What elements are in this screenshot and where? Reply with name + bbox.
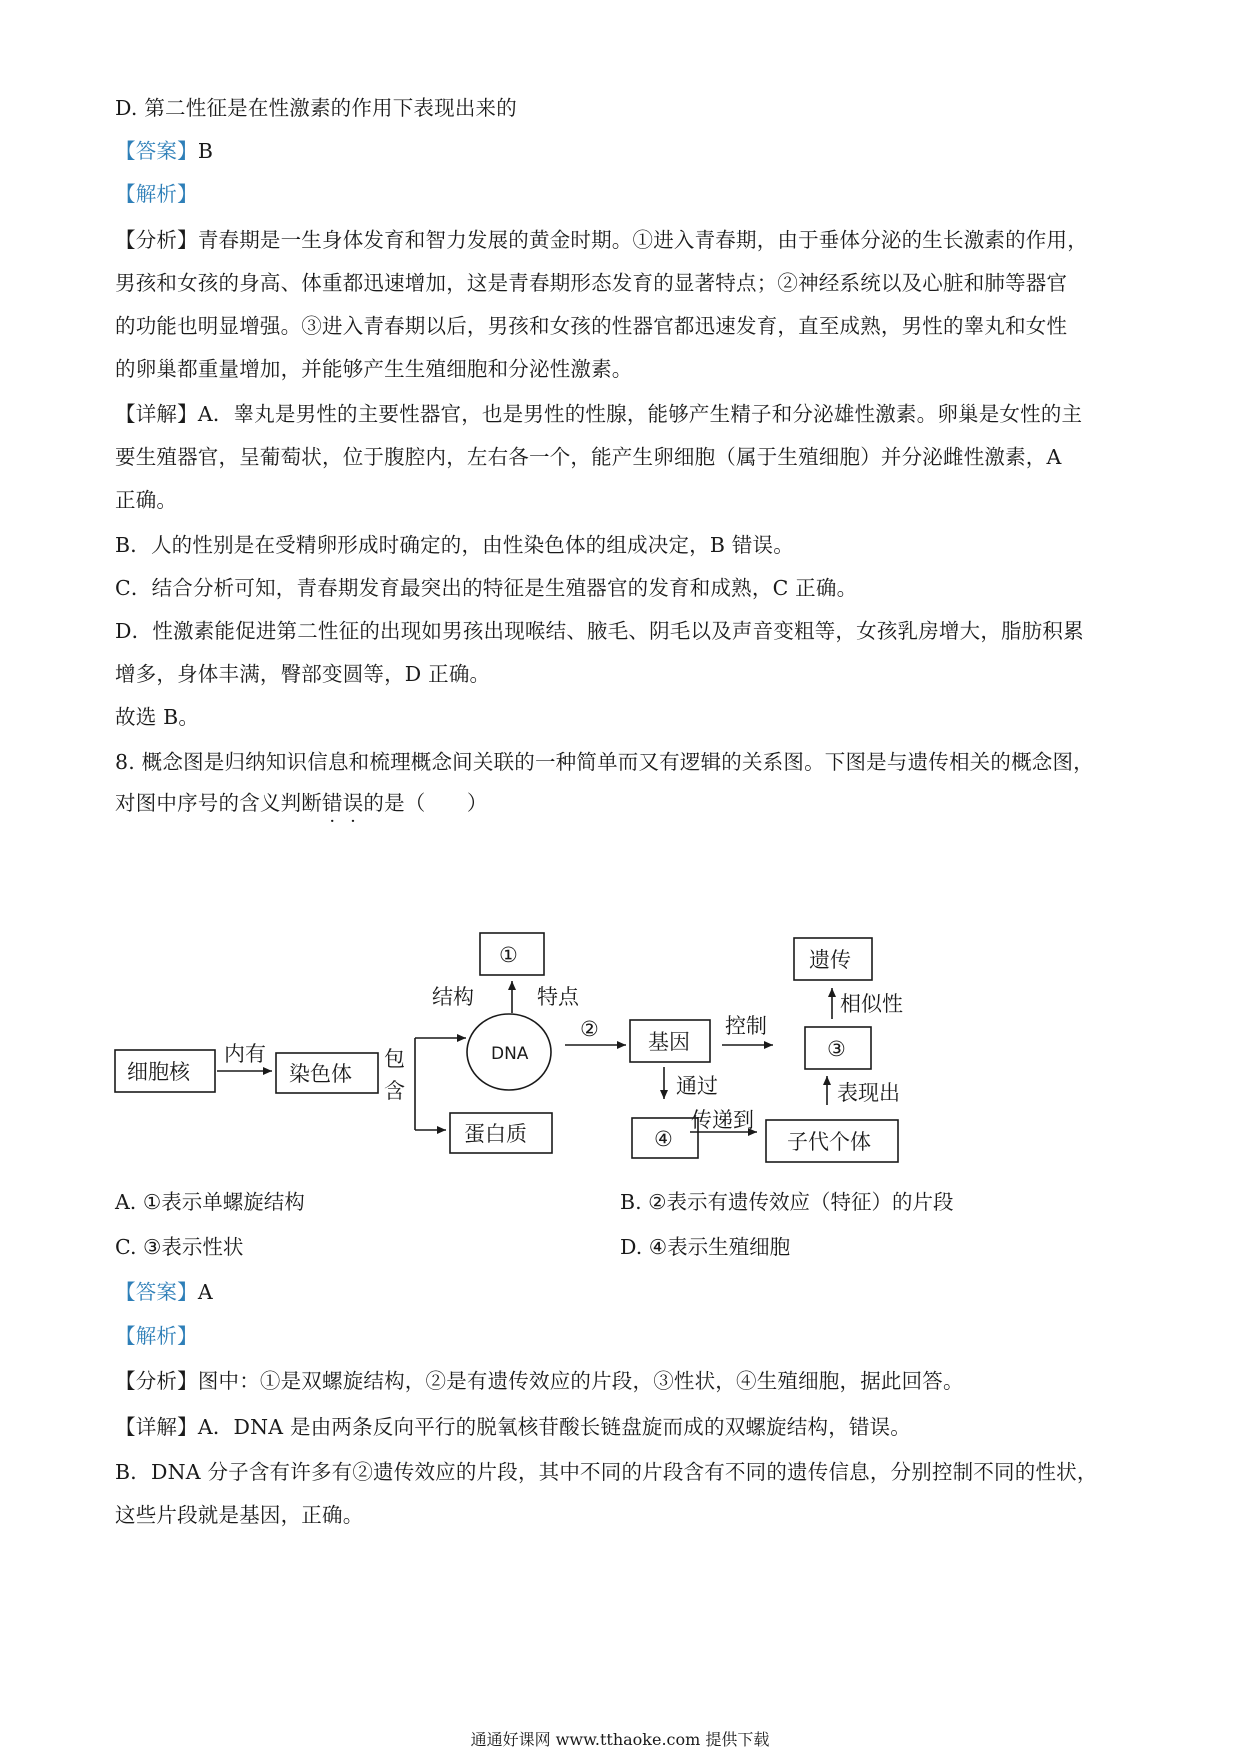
question-8-text: 对图中序号的含义判断 <box>115 791 322 815</box>
dna-ellipse <box>467 1014 551 1090</box>
emphasis-char-2: 误 <box>342 791 364 815</box>
option-a: A. ①表示单螺旋结构 <box>115 1190 305 1214</box>
pass-to-label: 传递到 <box>691 1108 754 1132</box>
conclusion: 故选 B。 <box>115 705 200 729</box>
option-d: D. ④表示生殖细胞 <box>620 1235 791 1259</box>
analysis-text: 青春期是一生身体发育和智力发展的黄金时期。①进入青春期，由于垂体分泌的生长激素的作用， <box>197 228 1088 252</box>
box-4-label: ④ <box>654 1127 673 1151</box>
answer-line-1 <box>115 137 213 165</box>
dna-label: DNA <box>491 1044 529 1064</box>
chromosome-box <box>276 1053 378 1093</box>
detail-tag-2: 【详解】 <box>115 1415 198 1439</box>
feature-label: 特点 <box>537 985 579 1009</box>
control-label: 控制 <box>725 1014 767 1038</box>
analysis-heading: 【解析】 <box>115 182 198 206</box>
detail-2-line-b2: 这些片段就是基因，正确。 <box>115 1503 364 1527</box>
question-8-line-1: 8. 概念图是归纳知识信息和梳理概念间关联的一种简单而又有逻辑的关系图。下图是与遗传相关的概念图， <box>115 750 1094 774</box>
answer-tag: 【答案】 <box>115 139 198 163</box>
detail-2-line-a <box>115 1413 911 1441</box>
similarity-label: 相似性 <box>840 992 903 1016</box>
box-3-label: ③ <box>827 1037 846 1061</box>
box-1-label: ① <box>499 943 518 967</box>
analysis-para-line-4: 的卵巢都重量增加，并能够产生生殖细胞和分泌性激素。 <box>115 357 633 381</box>
detail-tag: 【详解】 <box>115 402 198 426</box>
gene-label: 基因 <box>648 1030 690 1054</box>
question-8-text-end: 的是（ ） <box>363 791 488 815</box>
box-4 <box>632 1118 698 1158</box>
detail-line-3: 正确。 <box>115 488 178 512</box>
analysis-para-line-3: 的功能也明显增强。③进入青春期以后，男孩和女孩的性器官都迅速发育，直至成熟，男性的睾丸和女性 <box>115 314 1068 338</box>
detail-option-c: C．结合分析可知，青春期发育最突出的特征是生殖器官的发育和成熟，C 正确。 <box>115 576 858 600</box>
detail-option-d-line-2: 增多，身体丰满，臀部变圆等，D 正确。 <box>115 662 491 686</box>
label-2: ② <box>580 1017 599 1041</box>
analysis-tag: 【分析】 <box>115 228 198 252</box>
answer-tag-2: 【答案】 <box>115 1280 198 1304</box>
detail-option-d-line-1: D．性激素能促进第二性征的出现如男孩出现喉结、腋毛、阴毛以及声音变粗等，女孩乳房增大，脂肪积累 <box>115 619 1084 643</box>
structure-label: 结构 <box>432 985 474 1009</box>
cell-nucleus-label: 细胞核 <box>127 1060 190 1084</box>
gene-box <box>630 1020 710 1062</box>
analysis-para-line-1 <box>115 226 1088 254</box>
detail-text-2a: A．DNA 是由两条反向平行的脱氧核苷酸长链盘旋而成的双螺旋结构，错误。 <box>197 1415 912 1439</box>
analysis-heading-2: 【解析】 <box>115 1324 198 1348</box>
protein-box <box>450 1113 552 1153</box>
answer-line-2 <box>115 1278 213 1306</box>
chromosome-label: 染色体 <box>289 1062 352 1086</box>
box-1 <box>480 933 544 975</box>
detail-line-2: 要生殖器官，呈葡萄状，位于腹腔内，左右各一个，能产生卵细胞（属于生殖细胞）并分泌雌性激素，A <box>115 445 1062 469</box>
answer-value-2: A <box>197 1280 213 1304</box>
detail-2-line-b1: B．DNA 分子含有许多有②遗传效应的片段，其中不同的片段含有不同的遗传信息，分别控制不同的性状， <box>115 1460 1098 1484</box>
question-8-line-2 <box>115 789 488 817</box>
option-b: B. ②表示有遗传效应（特征）的片段 <box>620 1190 954 1214</box>
emphasis-char-1: 错 <box>322 791 343 815</box>
protein-label: 蛋白质 <box>464 1122 527 1146</box>
answer-value: B <box>197 139 214 163</box>
heredity-label: 遗传 <box>809 948 851 972</box>
offspring-label: 子代个体 <box>787 1130 871 1154</box>
analysis-para-2 <box>115 1367 964 1395</box>
box-3 <box>805 1027 871 1069</box>
detail-line-1 <box>115 400 1082 428</box>
offspring-box <box>766 1120 898 1162</box>
q7-option-d: D. 第二性征是在性激素的作用下表现出来的 <box>115 96 517 120</box>
has-inside-label: 内有 <box>224 1042 266 1066</box>
contains-label-1: 包 <box>384 1047 405 1071</box>
detail-option-b: B．人的性别是在受精卵形成时确定的，由性染色体的组成决定，B 错误。 <box>115 533 794 557</box>
page-footer: 通通好课网 www.tthaoke.com 提供下载 <box>470 1730 770 1749</box>
manifest-label: 表现出 <box>837 1081 900 1105</box>
cell-nucleus-box <box>115 1050 215 1092</box>
detail-text: A．睾丸是男性的主要性器官，也是男性的性腺，能够产生精子和分泌雄性激素。卵巢是女性的主 <box>197 402 1083 426</box>
through-label: 通过 <box>676 1074 718 1098</box>
contains-label-2: 含 <box>384 1079 405 1103</box>
analysis-text-2: 图中：①是双螺旋结构，②是有遗传效应的片段，③性状，④生殖细胞，据此回答。 <box>197 1369 964 1393</box>
analysis-tag-2: 【分析】 <box>115 1369 198 1393</box>
analysis-para-line-2: 男孩和女孩的身高、体重都迅速增加，这是青春期形态发育的显著特点；②神经系统以及心脏和肺等器官 <box>115 271 1068 295</box>
option-c: C. ③表示性状 <box>115 1235 244 1259</box>
heredity-box <box>794 938 872 980</box>
